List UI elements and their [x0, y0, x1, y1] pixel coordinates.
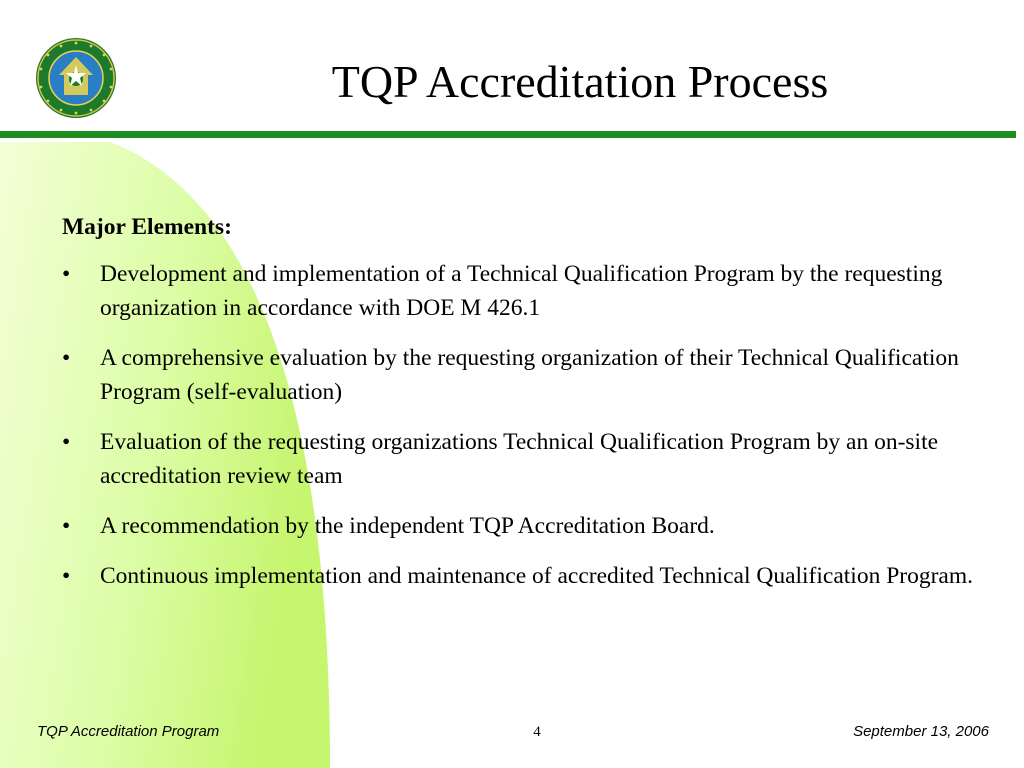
slide-title: TQP Accreditation Process: [331, 56, 829, 107]
bullet-item: [62, 509, 982, 543]
bullet-icon: •: [62, 345, 71, 371]
bullet-list: [62, 257, 982, 593]
bullet-item: [62, 425, 982, 493]
footer-program-name: TQP Accreditation Program: [37, 723, 220, 740]
bullet-item: [62, 257, 982, 325]
doe-seal-icon: [33, 35, 119, 121]
slide-body: [62, 210, 982, 609]
bullet-text: Development and implementation of a Technical Qualification Program by the requesting organization in accordance with DOE M 426.1: [100, 261, 943, 321]
footer-date: September 13, 2006: [853, 723, 989, 740]
bullet-text: Continuous implementation and maintenance of accredited Technical Qualification Program.: [100, 563, 974, 589]
bullet-icon: •: [62, 261, 71, 287]
bullet-text: Evaluation of the requesting organizations Technical Qualification Program by an on-site accreditation review team: [100, 429, 939, 489]
bullet-icon: •: [62, 563, 71, 589]
title-divider: [0, 131, 1016, 138]
bullet-item: [62, 559, 982, 593]
bullet-text: A recommendation by the independent TQP Accreditation Board.: [100, 513, 715, 539]
bullet-text: A comprehensive evaluation by the requesting organization of their Technical Qualification Program (self-evaluation): [100, 345, 959, 405]
bullet-item: [62, 341, 982, 409]
section-heading: Major Elements:: [62, 214, 232, 240]
bullet-icon: •: [62, 429, 71, 455]
bullet-icon: •: [62, 513, 71, 539]
footer-page-number: 4: [533, 724, 541, 740]
